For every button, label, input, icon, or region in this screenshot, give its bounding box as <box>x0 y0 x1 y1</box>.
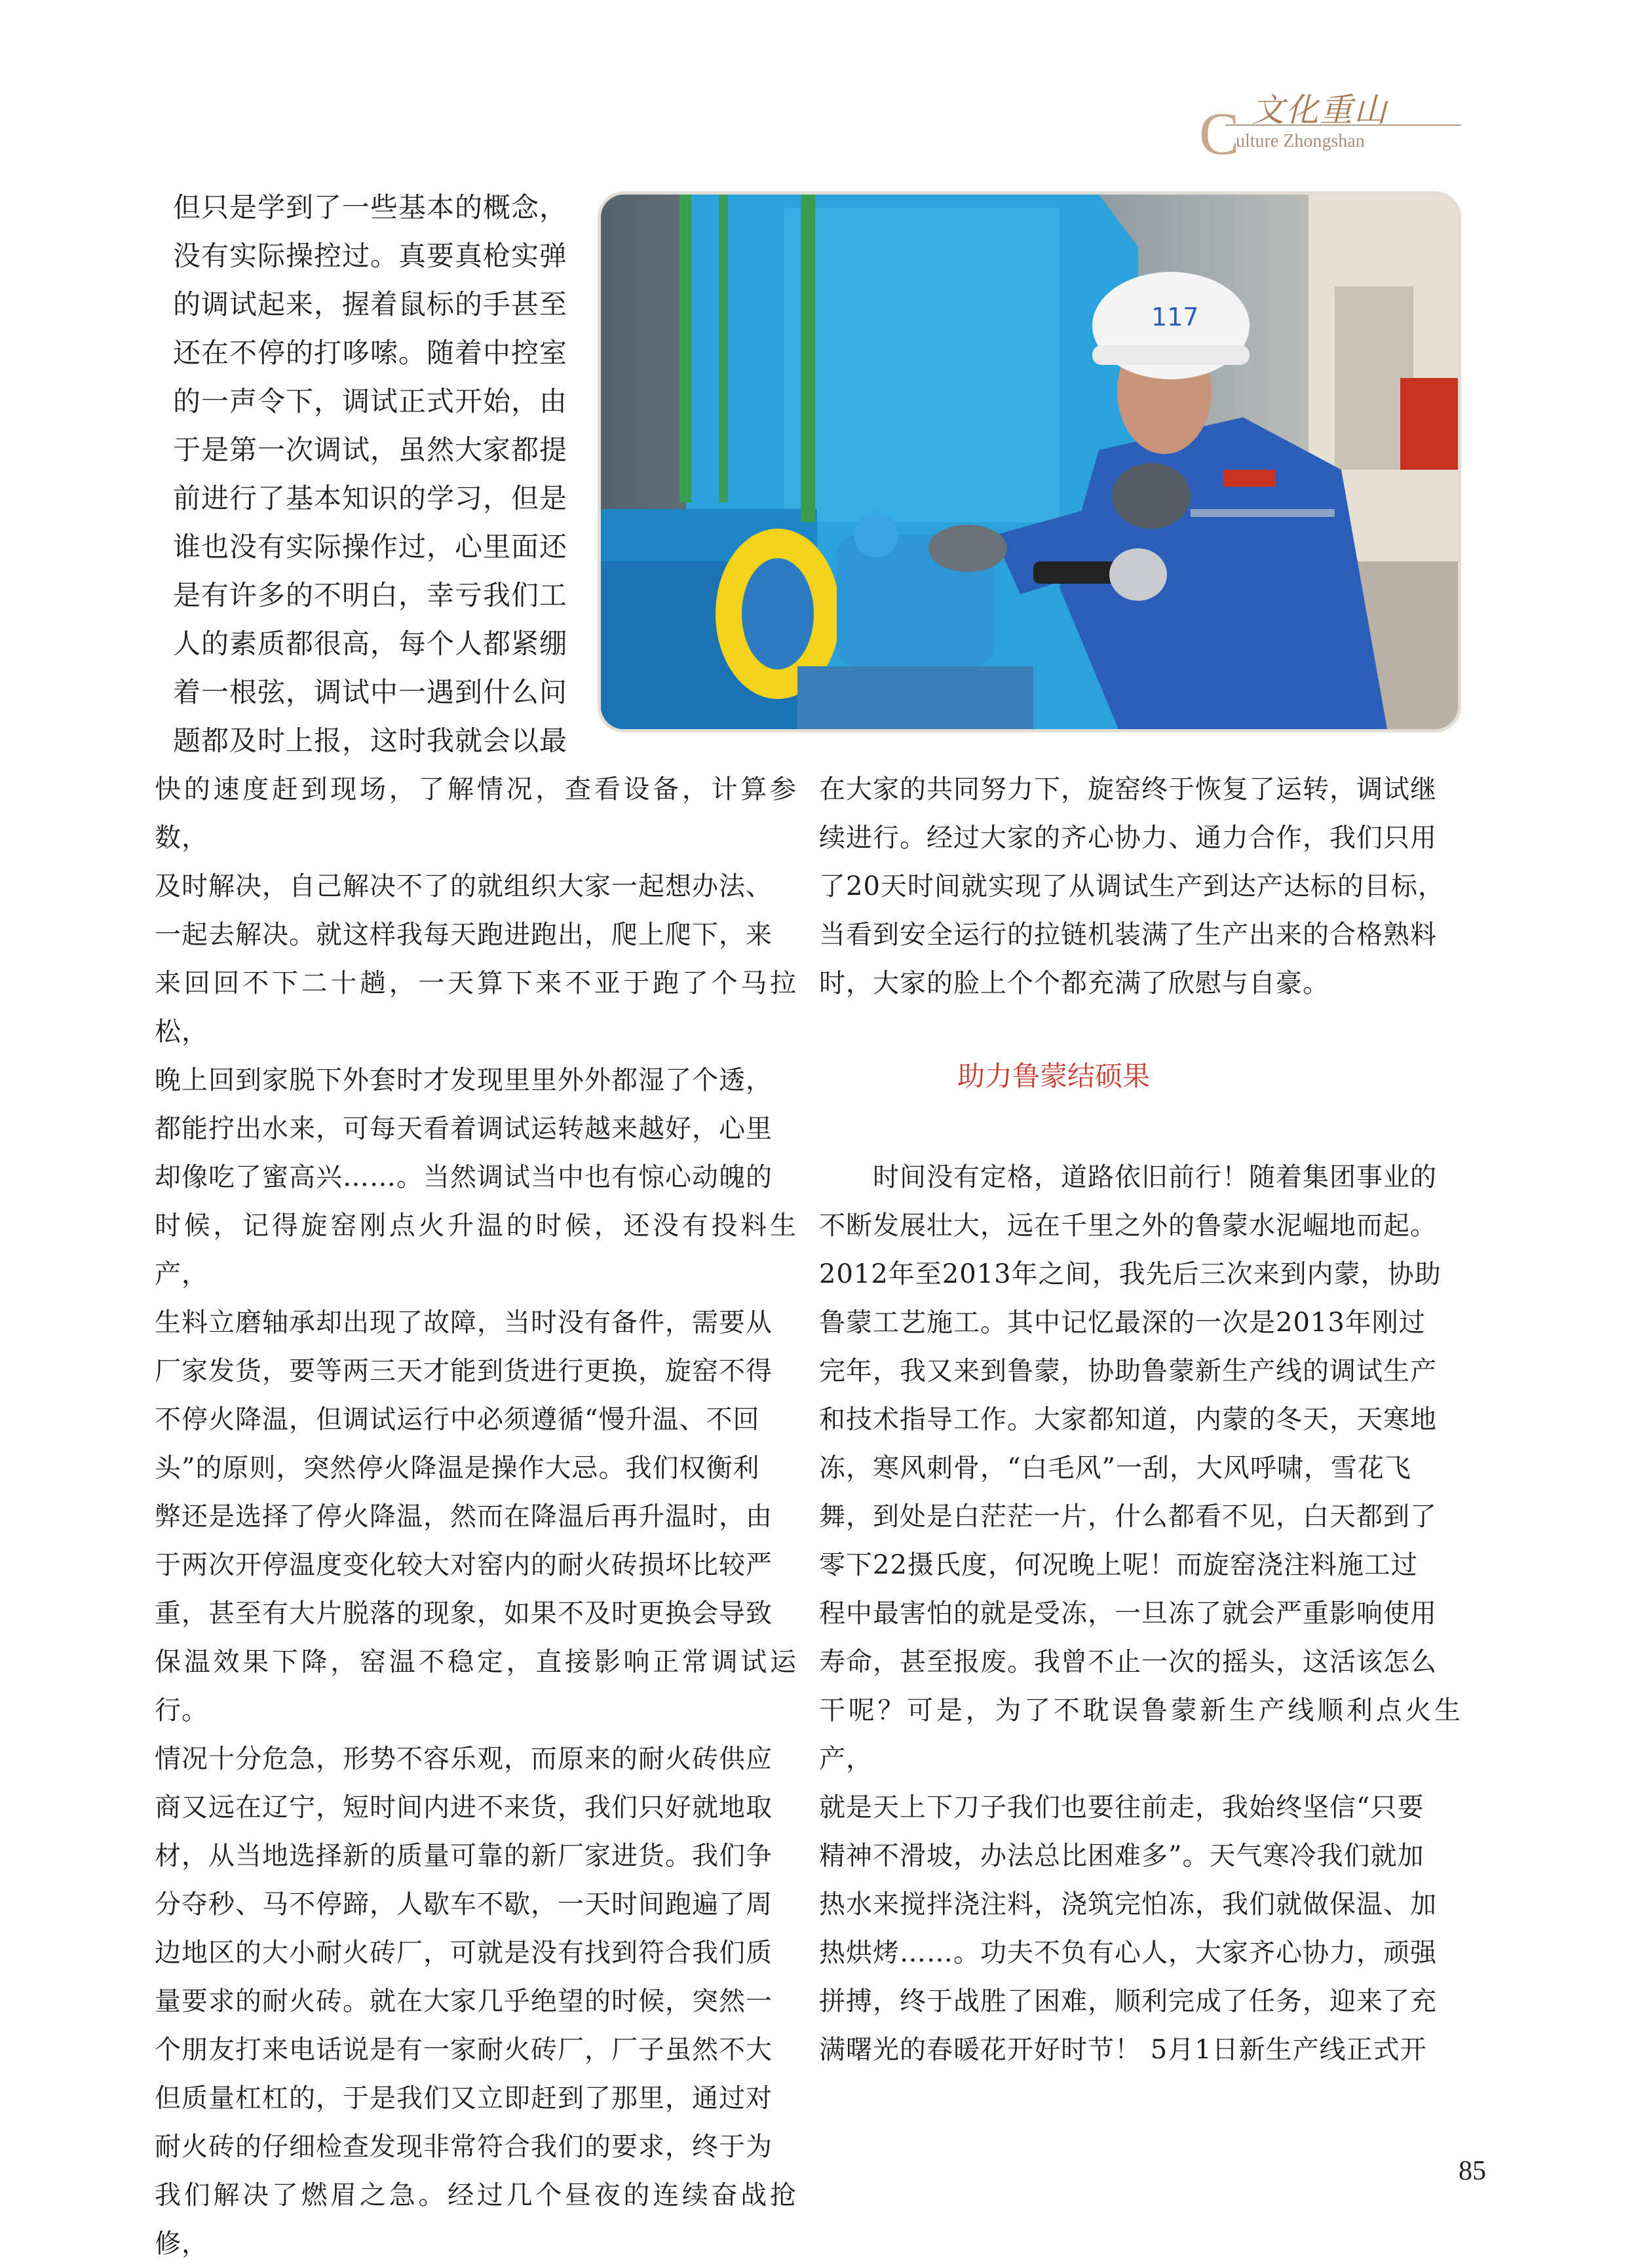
text-line: 2012年至2013年之间，我先后三次来到内蒙，协助 <box>819 1259 1442 1289</box>
text-line: 一起去解决。就这样我每天跑进跑出，爬上爬下，来 <box>155 920 773 950</box>
worker-inspecting-equipment-photo <box>601 195 1458 729</box>
text-line: 了20天时间就实现了从调试生产到达产达标的目标， <box>819 871 1445 901</box>
text-line: 来回回不下二十趟，一天算下来不亚于跑了个马拉松， <box>155 968 797 1047</box>
logo-chinese-title: 文化重山 <box>1252 91 1388 129</box>
text-line: 没有实际操控过。真要真枪实弹 <box>173 240 568 272</box>
text-line: 却像吃了蜜高兴……。当然调试当中也有惊心动魄的 <box>155 1162 773 1192</box>
text-line: 头”的原则，突然停火降温是操作大忌。我们权衡利 <box>155 1453 760 1483</box>
text-line: 精神不滑坡，办法总比困难多”。天气寒冷我们就加 <box>819 1841 1424 1871</box>
article-photo <box>598 191 1461 732</box>
text-line: 快的速度赶到现场，了解情况，查看设备，计算参数， <box>155 774 797 853</box>
text-line: 情况十分危急，形势不容乐观，而原来的耐火砖供应 <box>155 1744 773 1774</box>
text-line: 重，甚至有大片脱落的现象，如果不及时更换会导致 <box>155 1598 773 1629</box>
logo-letter: C <box>1199 100 1240 167</box>
text-line: 热烘烤……。功夫不负有心人，大家齐心协力，顽强 <box>819 1938 1437 1968</box>
text-line: 于两次开停温度变化较大对窑内的耐火砖损坏比较严 <box>155 1550 773 1580</box>
page-number: 85 <box>1459 2156 1486 2186</box>
helmet-number: 117 <box>1151 303 1199 331</box>
text-line: 及时解决，自己解决不了的就组织大家一起想办法、 <box>155 871 773 901</box>
text-line: 商又远在辽宁，短时间内进不来货，我们只好就地取 <box>155 1792 773 1823</box>
text-line: 的一声令下，调试正式开始，由 <box>173 385 568 417</box>
left-column-top-text <box>173 183 577 765</box>
text-line: 我们解决了燃眉之急。经过几个昼夜的连续奋战抢修， <box>155 2180 797 2259</box>
right-column-top-text <box>819 765 1461 1008</box>
text-line: 时，大家的脸上个个都充满了欣慰与自豪。 <box>819 968 1329 998</box>
text-line: 满曙光的春暖花开好时节！ 5月1日新生产线正式开 <box>819 2035 1427 2065</box>
magazine-header <box>1199 72 1461 167</box>
text-line: 于是第一次调试，虽然大家都提 <box>173 434 568 466</box>
text-line: 续进行。经过大家的齐心协力、通力合作，我们只用 <box>819 823 1437 853</box>
text-line: 生料立磨轴承却出现了故障，当时没有备件，需要从 <box>155 1308 773 1338</box>
text-line: 冻，寒风刺骨，“白毛风”一刮，大风呼啸，雪花飞 <box>819 1453 1411 1483</box>
text-line: 耐火砖的仔细检查发现非常符合我们的要求，终于为 <box>155 2132 773 2162</box>
text-line: 不断发展壮大，远在千里之外的鲁蒙水泥崛地而起。 <box>819 1211 1437 1241</box>
text-line: 个朋友打来电话说是有一家耐火砖厂，厂子虽然不大 <box>155 2035 773 2065</box>
text-line: 着一根弦，调试中一遇到什么问 <box>173 676 568 708</box>
right-column-bottom-text <box>819 1153 1461 2074</box>
text-line: 材，从当地选择新的质量可靠的新厂家进货。我们争 <box>155 1841 773 1871</box>
text-line: 寿命，甚至报废。我曾不止一次的摇头，这活该怎么 <box>819 1647 1437 1677</box>
logo-english-title: ulture Zhongshan <box>1236 131 1365 151</box>
text-line: 鲁蒙工艺施工。其中记忆最深的一次是2013年刚过 <box>819 1308 1426 1338</box>
text-line: 完年，我又来到鲁蒙，协助鲁蒙新生产线的调试生产 <box>819 1356 1437 1386</box>
text-line: 前进行了基本知识的学习，但是 <box>173 482 568 514</box>
text-line: 量要求的耐火砖。就在大家几乎绝望的时候，突然一 <box>155 1986 773 2016</box>
text-line: 但质量杠杠的，于是我们又立即赶到了那里，通过对 <box>155 2083 773 2113</box>
text-line: 人的素质都很高，每个人都紧绷 <box>173 628 568 660</box>
text-line: 拼搏，终于战胜了困难，顺利完成了任务，迎来了充 <box>819 1986 1437 2016</box>
text-line: 晚上回到家脱下外套时才发现里里外外都湿了个透， <box>155 1065 773 1095</box>
text-line: 不停火降温，但调试运行中必须遵循“慢升温、不回 <box>155 1405 760 1435</box>
text-line: 分夺秒、马不停蹄，人歇车不歇，一天时间跑遍了周 <box>155 1889 773 1919</box>
text-line: 还在不停的打哆嗦。随着中控室 <box>173 337 568 369</box>
text-line: 当看到安全运行的拉链机装满了生产出来的合格熟料 <box>819 920 1437 950</box>
section-heading: 助力鲁蒙结硕果 <box>957 1060 1150 1092</box>
text-line: 时间没有定格，道路依旧前行！随着集团事业的 <box>819 1162 1437 1192</box>
text-line: 在大家的共同努力下，旋窑终于恢复了运转，调试继 <box>819 774 1437 804</box>
text-line: 保温效果下降，窑温不稳定，直接影响正常调试运行。 <box>155 1647 797 1726</box>
text-line: 厂家发货，要等两三天才能到货进行更换，旋窑不得 <box>155 1356 773 1386</box>
text-line: 弊还是选择了停火降温，然而在降温后再升温时，由 <box>155 1502 773 1532</box>
text-line: 舞，到处是白茫茫一片，什么都看不见，白天都到了 <box>819 1502 1437 1532</box>
text-line: 和技术指导工作。大家都知道，内蒙的冬天，天寒地 <box>819 1405 1437 1435</box>
text-line: 热水来搅拌浇注料，浇筑完怕冻，我们就做保温、加 <box>819 1889 1437 1919</box>
left-column-bottom-text <box>155 765 797 2268</box>
text-line: 谁也没有实际操作过，心里面还 <box>173 531 568 563</box>
text-line: 零下22摄氏度，何况晚上呢！而旋窑浇注料施工过 <box>819 1550 1418 1580</box>
text-line: 都能拧出水来，可每天看着调试运转越来越好，心里 <box>155 1114 773 1144</box>
text-line: 但只是学到了一些基本的概念， <box>173 191 568 223</box>
text-line: 是有许多的不明白，幸亏我们工 <box>173 579 568 611</box>
text-line: 的调试起来，握着鼠标的手甚至 <box>173 288 568 320</box>
text-line: 边地区的大小耐火砖厂，可就是没有找到符合我们质 <box>155 1938 773 1968</box>
text-line: 题都及时上报，这时我就会以最 <box>173 725 568 757</box>
text-line: 就是天上下刀子我们也要往前走，我始终坚信“只要 <box>819 1792 1424 1823</box>
text-line: 程中最害怕的就是受冻，一旦冻了就会严重影响使用 <box>819 1598 1437 1629</box>
text-line: 时候，记得旋窑刚点火升温的时候，还没有投料生产， <box>155 1211 797 1289</box>
text-line: 干呢？可是，为了不耽误鲁蒙新生产线顺利点火生产， <box>819 1695 1461 1774</box>
